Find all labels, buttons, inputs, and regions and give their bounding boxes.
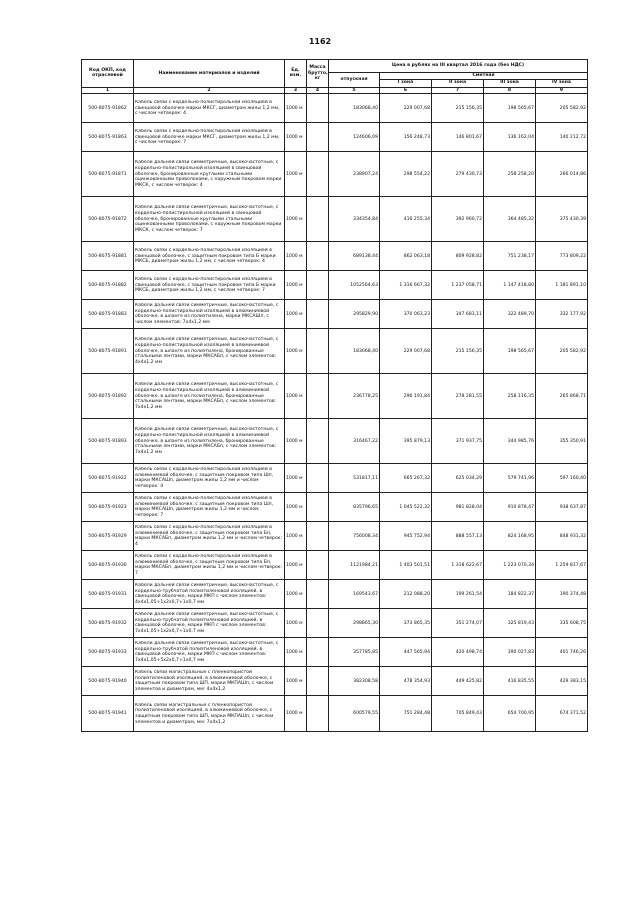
cell-zone-3-price: 364 485,32 [484,197,536,242]
cell-mass [307,123,329,152]
cell-code: 500-8075-91931 [82,580,134,609]
cell-code: 500-8075-91922 [82,464,134,493]
cell-zone-4-price: 674 371,52 [536,696,588,732]
table-row [82,300,588,329]
table-row [82,464,588,493]
cell-name-text: Кабель связи с кордельно-полистирольной изоляцией в алюминиевой оболочке, с защитным покровом типа Шп, марки МКСАШп, диаметром жилы 1,2 мм и числом четверок: 4 [135,467,274,490]
cell-name [134,374,285,419]
cell-zone-4-price: 332 177,92 [536,300,588,329]
cell-zone-4-price: 266 014,86 [536,152,588,197]
cell-mass [307,271,329,300]
header-zone-1: I зона [380,79,432,87]
cell-zone-2-price: 981 828,04 [432,493,484,522]
cell-zone-2-price: 809 928,82 [432,242,484,271]
cell-name-text: Кабели дальней связи симметричные, высокочастотные, с кордельно-полистирольной изоляцией в алюминиевой оболочке, в шланге из полиэтилена, бронированные стальными лентами, марки МКСАБп, с числом элементов: 7х4х1,2 мм [135,427,279,455]
cell-name [134,94,285,123]
cell-mass [307,696,329,732]
cell-zone-3-price: 416 835,55 [484,667,536,696]
cell-zone-1-price: 373 865,35 [380,609,432,638]
cell-unit: 1000 м [285,271,307,300]
cell-zone-4-price: 401 746,26 [536,638,588,667]
cell-mass [307,493,329,522]
cell-mass [307,300,329,329]
cell-zone-3-price: 258 258,20 [484,152,536,197]
cell-zone-2-price: 215 156,35 [432,94,484,123]
cell-zone-4-price: 429 383,15 [536,667,588,696]
cell-mass [307,667,329,696]
cell-zone-3-price: 751 238,17 [484,242,536,271]
table-row [82,667,588,696]
cell-name [134,197,285,242]
cell-zone-1-price: 447 565,94 [380,638,432,667]
cell-mass [307,197,329,242]
cell-name [134,242,285,271]
cell-unit: 1000 м [285,609,307,638]
table-row [82,419,588,464]
cell-release-price: 238907,24 [329,152,380,197]
cell-name [134,152,285,197]
cell-zone-2-price: 347 683,11 [432,300,484,329]
header-estimate: Сметная [380,73,588,80]
cell-zone-2-price: 215 156,35 [432,329,484,374]
cell-code: 500-8075-91892 [82,374,134,419]
table-row [82,374,588,419]
cell-zone-1-price: 370 063,23 [380,300,432,329]
cell-name [134,271,285,300]
price-table [81,59,588,732]
header-zone-3: III зона [484,79,536,87]
cell-name-text: Кабели дальней связи симметричные, высокочастотные, с кордельно-трубчатой полиэтиленовой изоляцией, в свинцовой оболочке, марки МКП с числом элементов: 7х4х1,05+1х2х0,7+1х0,7 мм [135,612,279,635]
cell-zone-1-price: 229 007,68 [380,94,432,123]
cell-zone-1-price: 862 063,18 [380,242,432,271]
cell-name [134,667,285,696]
cell-mass [307,580,329,609]
cell-code: 500-8075-91863 [82,123,134,152]
cell-zone-2-price: 1 318 622,67 [432,551,484,580]
cell-name-text: Кабель связи магистральные с пленкопористой полиэтиленовой изоляцией, в алюминиевой оболочке, с защитным покровом типа ШП, марки МКПАШп, с числом элементов и диаметром, мм: 7х4х1,2 [135,702,274,725]
cell-zone-3-price: 390 027,83 [484,638,536,667]
cell-unit: 1000 м [285,696,307,732]
cell-zone-3-price: 258 116,35 [484,374,536,419]
cell-mass [307,609,329,638]
cell-code: 500-8075-91933 [82,638,134,667]
cell-code: 500-8075-91923 [82,493,134,522]
cell-release-price: 600579,55 [329,696,380,732]
cell-mass [307,374,329,419]
cell-name [134,464,285,493]
cell-name-text: Кабели дальней связи симметричные, высокочастотные, с кордельно-полистирольной изоляцией в алюминиевой оболочке, в шланге из полиэтилена, бронированные стальными лентами, марки МКСАБп, с числом элементов: 7х4х1,2 мм [135,382,279,410]
cell-zone-1-price: 212 088,20 [380,580,432,609]
cell-name-text: Кабели дальней связи симметричные, высокочастотные, с кордельно-трубчатой полиэтиленовой изоляцией, в свинцовой оболочке, марки МКП с числом элементов: 7х4х1,05+5х2х0,7+1х0,7 мм [135,641,279,664]
cell-zone-1-price: 1 403 501,51 [380,551,432,580]
cell-name-text: Кабель связи с кордельно-полистирольной изоляцией в алюминиевой оболочке, с защитным покровом типа Бп, марки МКСАБп, диаметром жилы 1,2 мм и числом четверок: 4 [135,525,283,548]
column-number: 9 [536,87,588,94]
cell-name [134,609,285,638]
cell-name-text: Кабели дальней связи симметричные, высокочастотные, с кордельно-полистирольной изоляцией в алюминиевой оболочке, в шланге из полиэтилена, бронированные стальными лентами, марки МКСАБп, с числом элементов: 4х4х1,2 мм [135,337,279,365]
cell-zone-2-price: 351 274,07 [432,609,484,638]
column-number: 4 [307,87,329,94]
cell-name-text: Кабель связи с кордельно-полистирольной изоляцией в свинцовой оболочке, с защитным покровом типа Б марки МКСБ, диаметром жилы 1,2 мм, с числом четверок: 4 [135,247,276,265]
cell-zone-1-price: 751 284,48 [380,696,432,732]
cell-zone-1-price: 945 752,94 [380,522,432,551]
cell-release-price: 1121984,21 [329,551,380,580]
cell-code: 500-8075-91929 [82,522,134,551]
cell-unit: 1000 м [285,638,307,667]
cell-name [134,329,285,374]
cell-zone-2-price: 705 849,43 [432,696,484,732]
cell-zone-3-price: 325 819,43 [484,609,536,638]
cell-mass [307,152,329,197]
cell-release-price: 183068,40 [329,94,380,123]
cell-zone-4-price: 190 374,48 [536,580,588,609]
table-body [82,94,588,732]
header-release: отпускная [329,73,380,88]
cell-zone-1-price: 229 007,68 [380,329,432,374]
cell-release-price: 835796,65 [329,493,380,522]
cell-zone-1-price: 395 879,13 [380,419,432,464]
cell-unit: 1000 м [285,464,307,493]
cell-release-price: 382308,58 [329,667,380,696]
table-row [82,197,588,242]
cell-zone-4-price: 938 637,87 [536,493,588,522]
cell-unit: 1000 м [285,493,307,522]
cell-zone-3-price: 322 489,70 [484,300,536,329]
cell-zone-4-price: 335 608,75 [536,609,588,638]
cell-zone-4-price: 355 350,91 [536,419,588,464]
column-number: 2 [134,87,285,94]
page-number: 1162 [308,37,332,46]
table-row [82,242,588,271]
cell-code: 500-8075-91941 [82,696,134,732]
cell-code: 500-8075-91930 [82,551,134,580]
cell-zone-3-price: 1 223 070,34 [484,551,536,580]
cell-release-price: 236778,25 [329,374,380,419]
cell-unit: 1000 м [285,580,307,609]
cell-code: 500-8075-91881 [82,242,134,271]
header-name: Наименование материалов и изделий [134,60,285,88]
cell-release-price: 1052564,63 [329,271,380,300]
cell-zone-1-price: 416 255,34 [380,197,432,242]
cell-mass [307,522,329,551]
cell-zone-4-price: 265 868,71 [536,374,588,419]
cell-name [134,123,285,152]
cell-zone-2-price: 420 498,74 [432,638,484,667]
cell-name-text: Кабель связи с кордельно-полистирольной изоляцией в свинцовой оболочке марки МКСГ, диаметром жилы 1,2 мм, с числом четверок: 4 [135,99,280,117]
cell-name [134,522,285,551]
cell-unit: 1000 м [285,667,307,696]
cell-name-text: Кабели дальней связи симметричные, высокочастотные, с кордельно-полистирольной изоляцией в свинцовой оболочке, бронированные круглыми стальными оцинкованными проволоками, с наружным покровом марки МКСК, с числом четверок: 7 [135,205,282,233]
cell-name [134,300,285,329]
cell-name-text: Кабель связи с кордельно-полистирольной изоляцией в свинцовой оболочке марки МКСГ, диаметром жилы 1,2 мм, с числом четверок: 7 [135,128,280,146]
cell-release-price: 169543,67 [329,580,380,609]
cell-mass [307,419,329,464]
cell-zone-2-price: 279 430,73 [432,152,484,197]
column-number: 8 [484,87,536,94]
cell-zone-2-price: 392 960,72 [432,197,484,242]
cell-zone-4-price: 375 430,39 [536,197,588,242]
cell-release-price: 316467,22 [329,419,380,464]
cell-unit: 1000 м [285,152,307,197]
cell-unit: 1000 м [285,242,307,271]
cell-code: 500-8075-91940 [82,667,134,696]
cell-code: 500-8075-91893 [82,419,134,464]
cell-unit: 1000 м [285,300,307,329]
cell-unit: 1000 м [285,374,307,419]
cell-name-text: Кабели дальней связи симметричные, высокочастотные, с кордельно-полистирольной изоляцией в свинцовой оболочке, бронированные круглыми стальными оцинкованными проволоками, с наружным покровом марки МКСК, с числом четверок: 4 [135,160,282,188]
cell-zone-3-price: 198 565,67 [484,94,536,123]
cell-name [134,551,285,580]
cell-zone-4-price: 1 259 817,67 [536,551,588,580]
cell-zone-4-price: 848 931,32 [536,522,588,551]
cell-release-price: 124606,09 [329,123,380,152]
cell-name [134,493,285,522]
cell-zone-2-price: 146 801,67 [432,123,484,152]
header-code: Код ОКП, код отраслевой [82,60,134,88]
cell-code: 500-8075-91862 [82,94,134,123]
table-row [82,123,588,152]
cell-name [134,580,285,609]
cell-zone-4-price: 205 582,92 [536,329,588,374]
cell-mass [307,551,329,580]
cell-zone-3-price: 654 700,95 [484,696,536,732]
header-unit: Ед. изм. [285,60,307,88]
cell-release-price: 531817,11 [329,464,380,493]
cell-zone-4-price: 773 809,22 [536,242,588,271]
cell-code: 500-8075-91872 [82,197,134,242]
cell-zone-3-price: 136 162,04 [484,123,536,152]
table-row [82,94,588,123]
cell-name-text: Кабель связи магистральные с пленкопористой полиэтиленовой изоляцией, в алюминиевой оболочке, с защитным покровом типа ШП, марки МКПАШп, с числом элементов и диаметром, мм: 4х4х1,2 [135,670,274,693]
cell-zone-3-price: 910 878,47 [484,493,536,522]
cell-zone-1-price: 156 248,73 [380,123,432,152]
cell-zone-2-price: 199 261,54 [432,580,484,609]
cell-zone-2-price: 625 034,29 [432,464,484,493]
cell-code: 500-8075-91871 [82,152,134,197]
table-row [82,152,588,197]
table-row [82,609,588,638]
table-row [82,551,588,580]
cell-release-price: 334354,84 [329,197,380,242]
cell-unit: 1000 м [285,197,307,242]
column-number: 3 [285,87,307,94]
cell-zone-2-price: 449 425,82 [432,667,484,696]
cell-mass [307,94,329,123]
cell-code: 500-8075-91882 [82,271,134,300]
cell-zone-4-price: 1 181 891,10 [536,271,588,300]
column-number: 6 [380,87,432,94]
column-number: 5 [329,87,380,94]
cell-unit: 1000 м [285,94,307,123]
cell-mass [307,638,329,667]
cell-zone-3-price: 1 147 418,80 [484,271,536,300]
cell-release-price: 298865,30 [329,609,380,638]
table-row [82,493,588,522]
cell-unit: 1000 м [285,551,307,580]
column-number: 7 [432,87,484,94]
table-row [82,271,588,300]
header-zone-2: II зона [432,79,484,87]
header-mass: Масса брутто, кг [307,60,329,88]
table-row [82,696,588,732]
cell-name-text: Кабели дальней связи симметричные, высокочастотные, с кордельно-трубчатой полиэтиленовой изоляцией, в свинцовой оболочке, марки МКП с числом элементов: 4х4х1,05+1х2х0,7+1х0,7 мм [135,583,279,606]
cell-code: 500-8075-91883 [82,300,134,329]
cell-name [134,696,285,732]
cell-zone-3-price: 344 985,76 [484,419,536,464]
cell-zone-2-price: 888 557,13 [432,522,484,551]
cell-zone-2-price: 1 237 058,71 [432,271,484,300]
column-number-row [82,87,588,94]
cell-zone-3-price: 579 741,96 [484,464,536,493]
cell-mass [307,464,329,493]
header-zone-4: IV зона [536,79,588,87]
table-header [82,60,588,94]
cell-zone-1-price: 478 354,93 [380,667,432,696]
cell-zone-1-price: 1 316 667,32 [380,271,432,300]
column-number: 1 [82,87,134,94]
cell-name [134,638,285,667]
cell-mass [307,329,329,374]
cell-release-price: 689138,44 [329,242,380,271]
cell-name-text: Кабель связи с кордельно-полистирольной изоляцией в алюминиевой оболочке, с защитным покровом типа Бп, марки МКСАБп, диаметром жилы 1,2 мм и числом четверок: 7 [135,554,283,577]
cell-name-text: Кабель связи с кордельно-полистирольной изоляцией в алюминиевой оболочке, с защитным покровом типа Шп, марки МКСАШп, диаметром жилы 1,2 мм и числом четверок: 7 [135,496,274,519]
cell-zone-3-price: 824 168,95 [484,522,536,551]
cell-zone-3-price: 184 822,37 [484,580,536,609]
cell-code: 500-8075-91932 [82,609,134,638]
cell-zone-2-price: 371 937,75 [432,419,484,464]
cell-code: 500-8075-91891 [82,329,134,374]
cell-name-text: Кабели дальней связи симметричные, высокочастотные, с кордельно-полистирольной изоляцией в алюминиевой оболочке, в шланге из полиэтилена, марки МКСАШп, с числом элементов: 7х4х1,2 мм [135,303,279,326]
cell-zone-4-price: 597 160,40 [536,464,588,493]
cell-zone-1-price: 665 267,32 [380,464,432,493]
cell-mass [307,242,329,271]
table-row [82,522,588,551]
cell-unit: 1000 м [285,522,307,551]
cell-unit: 1000 м [285,123,307,152]
cell-name [134,419,285,464]
cell-zone-1-price: 296 191,84 [380,374,432,419]
cell-release-price: 183068,40 [329,329,380,374]
cell-unit: 1000 м [285,329,307,374]
cell-zone-1-price: 298 554,22 [380,152,432,197]
header-price-group: Цена в рублях на III квартал 2016 года (без НДС) [329,60,588,73]
cell-unit: 1000 м [285,419,307,464]
cell-zone-1-price: 1 045 522,32 [380,493,432,522]
cell-release-price: 295829,90 [329,300,380,329]
table-row [82,329,588,374]
cell-zone-4-price: 140 212,72 [536,123,588,152]
cell-zone-3-price: 198 565,67 [484,329,536,374]
cell-release-price: 357785,85 [329,638,380,667]
table-row [82,638,588,667]
cell-release-price: 756008,34 [329,522,380,551]
cell-name-text: Кабель связи с кордельно-полистирольной изоляцией в свинцовой оболочке, с защитным покровом типа Б марки МКСБ, диаметром жилы 1,2 мм, с числом четверок: 7 [135,276,276,294]
table-row [82,580,588,609]
cell-zone-4-price: 205 582,92 [536,94,588,123]
cell-zone-2-price: 278 281,55 [432,374,484,419]
